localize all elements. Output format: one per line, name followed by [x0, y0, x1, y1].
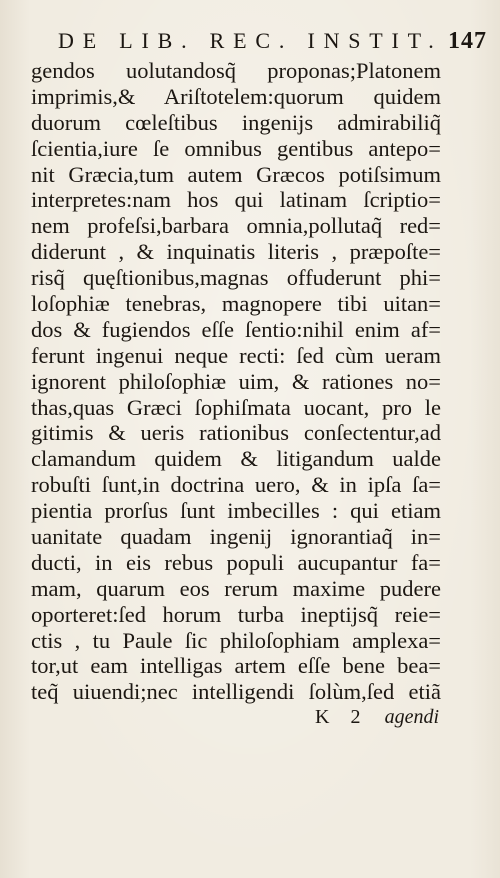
text-line: dos & fugiendos eſſe ſentio:nihil enim af= — [31, 316, 441, 342]
text-line: gitimis & ueris rationibus conſectentur,ad — [31, 420, 441, 446]
body-text — [31, 58, 441, 705]
text-line: interpretes:nam hos qui latinam ſcriptio= — [31, 187, 441, 213]
text-line: imprimis,& Ariſtotelem:quorum quidem — [31, 83, 441, 109]
text-line: ducti, in eis rebus populi aucupantur fa= — [31, 549, 441, 575]
text-line: nem profeſsi,barbara omnia,pollutaq̃ red= — [31, 213, 441, 239]
text-line: loſophiæ tenebras, magnopere tibi uitan= — [31, 291, 441, 317]
text-line: robuſti ſunt,in doctrina uero, & in ipſa ſa= — [31, 472, 441, 498]
text-line: ferunt ingenui neque recti: ſed cùm ueram — [31, 342, 441, 368]
text-line: pientia prorſus ſunt imbecilles : qui etiam — [31, 498, 441, 524]
text-line: diderunt , & inquinatis literis , præpoſte= — [31, 239, 441, 265]
signature-mark: K 2 — [315, 706, 369, 728]
text-line: nit Græcia,tum autem Græcos potiſsimum — [31, 161, 441, 187]
text-line: ctis , tu Paule ſic philoſophiam amplexa= — [31, 627, 441, 653]
running-head — [58, 27, 493, 55]
text-line: ignorent philoſophiæ uim, & rationes no= — [31, 368, 441, 394]
text-line: clamandum quidem & litigandum ualde — [31, 446, 441, 472]
text-line: teq̃ uiuendi;nec intelligendi ſolùm,ſed etiã — [31, 679, 441, 705]
text-line: ſcientia,iure ſe omnibus gentibus antepo= — [31, 135, 441, 161]
text-line: uanitate quadam ingenij ignorantiaq̃ in= — [31, 524, 441, 550]
text-line: oporteret:ſed horum turba ineptijsq̃ reie= — [31, 601, 441, 627]
text-line: gendos uolutandosq̃ proponas;Platonem — [31, 58, 441, 83]
text-line: duorum cœleſtibus ingenijs admirabiliq̃ — [31, 109, 441, 135]
text-line: tor,ut eam intelligas artem eſſe bene bea= — [31, 653, 441, 679]
text-line: mam, quarum eos rerum maxime pudere — [31, 575, 441, 601]
text-line: risq̃ quęſtionibus,magnas offuderunt phi= — [31, 265, 441, 291]
page-number: 147 — [448, 28, 487, 54]
text-line: thas,quas Græci ſophiſmata uocant, pro le — [31, 394, 441, 420]
running-title: DE LIB. REC. INSTIT. — [58, 28, 443, 53]
page-footer — [31, 704, 441, 730]
catchword: agendi — [384, 706, 439, 728]
